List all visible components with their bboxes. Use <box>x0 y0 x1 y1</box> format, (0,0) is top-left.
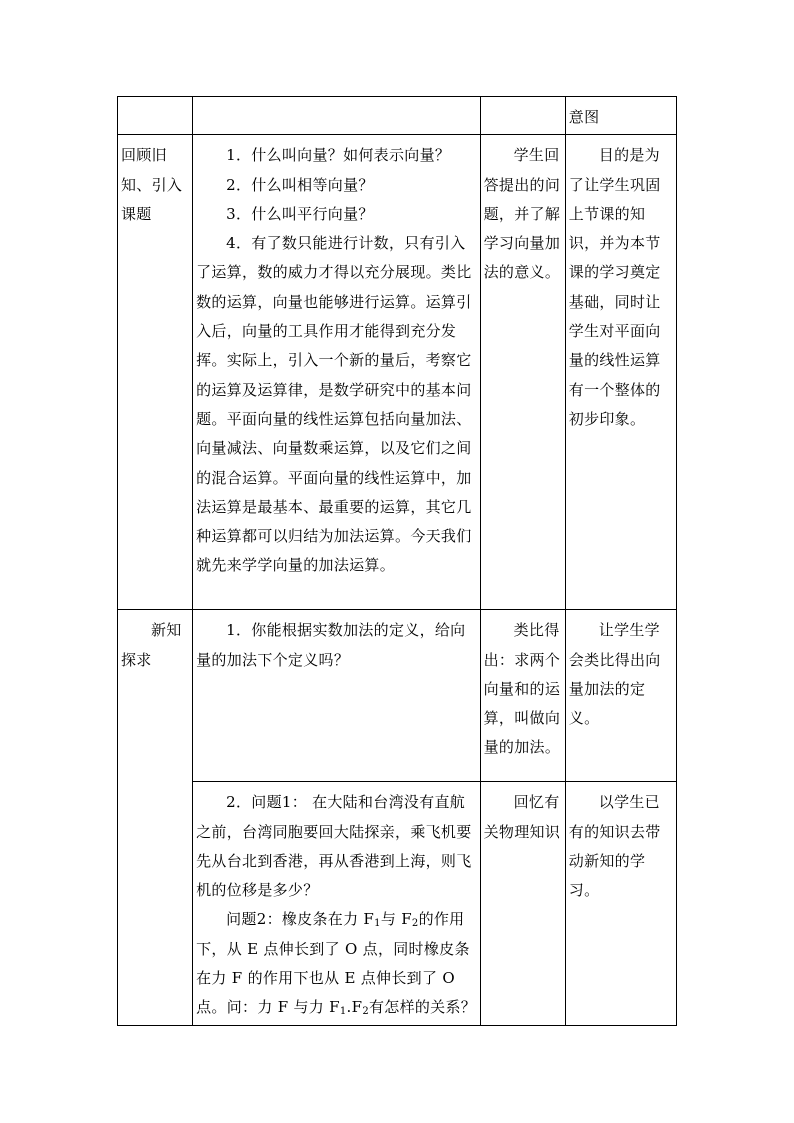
table-row <box>118 610 677 782</box>
table-row <box>118 135 677 610</box>
lesson-plan-table <box>117 96 677 1026</box>
content-cell <box>193 135 481 610</box>
question-1: 1．什么叫向量？如何表示向量？ <box>226 146 451 165</box>
student-activity-cell <box>480 135 565 610</box>
design-intent-text: 目的是为了让学生巩固上节课的知识，并为本节课的学习奠定基础，同时让学生对平面向量的线性运算有一个整体的初步印象。 <box>568 146 661 428</box>
stage-cell <box>118 610 193 1025</box>
problem-2-text: 问题2：橡皮条在力 $F_1$与 $F_2$的作用下，从 E 点伸长到了 O 点，同时橡皮条在力 F 的作用下也从 E 点伸长到了 O 点。问：力 F 与力 $F_1.F_2$有怎样的关系？ <box>196 910 477 1018</box>
design-intent-cell <box>565 782 676 1025</box>
question-2: 2．什么叫相等向量？ <box>226 175 374 194</box>
header-cell-stage <box>118 97 193 135</box>
content-cell <box>193 782 481 1025</box>
header-cell-content <box>193 97 481 135</box>
stage-cell <box>118 135 193 610</box>
header-row <box>118 97 677 135</box>
problem-1-text: 2．问题1： 在大陆和台湾没有直航之前，台湾同胞要回大陆探亲，乘飞机要先从台北到香港，再从香港到上海，则飞机的位移是多少？ <box>196 793 472 900</box>
student-activity-text: 回忆有关物理知识 <box>483 793 561 841</box>
design-intent-cell <box>565 610 676 782</box>
intro-paragraph: 4．有了数只能进行计数，只有引入了运算，数的威力才得以充分展现。类比数的运算，向量也能够进行运算。运算引入后，向量的工具作用才能得到充分发挥。实际上，引入一个新的量后，考察它的运算及运算律，是数学研究中的基本问题。平面向量的线性运算包括向量加法、向量减法、向量数乘运算，以及它们之间的混合运算。平面向量的线性运算中，加法运算是最基本、最重要的运算，其它几种运算都可以归结为加法运算。今天我们就先来学学向量的加法运算。 <box>196 234 472 575</box>
design-intent-text: 让学生学会类比得出向量加法的定义。 <box>568 621 661 728</box>
student-activity-text: 学生回答提出的问题，并了解学习向量加法的意义。 <box>483 146 561 282</box>
content-cell <box>193 610 481 782</box>
student-activity-text: 类比得出：求两个向量和的运算，叫做向量的加法。 <box>483 621 561 757</box>
header-cell-student <box>480 97 565 135</box>
question-3: 3．什么叫平行向量？ <box>226 204 374 223</box>
table-row <box>118 782 677 1025</box>
design-intent-text: 以学生已有的知识去带动新知的学习。 <box>568 793 661 900</box>
question-text: 1．你能根据实数加法的定义，给向量的加法下个定义吗？ <box>196 621 466 669</box>
design-intent-cell <box>565 135 676 610</box>
header-cell-intent: 意图 <box>565 97 676 135</box>
student-activity-cell <box>480 782 565 1025</box>
stage-text: 回顾旧知、引入课题 <box>121 146 183 223</box>
stage-text: 新知探求 <box>121 621 182 669</box>
student-activity-cell <box>480 610 565 782</box>
